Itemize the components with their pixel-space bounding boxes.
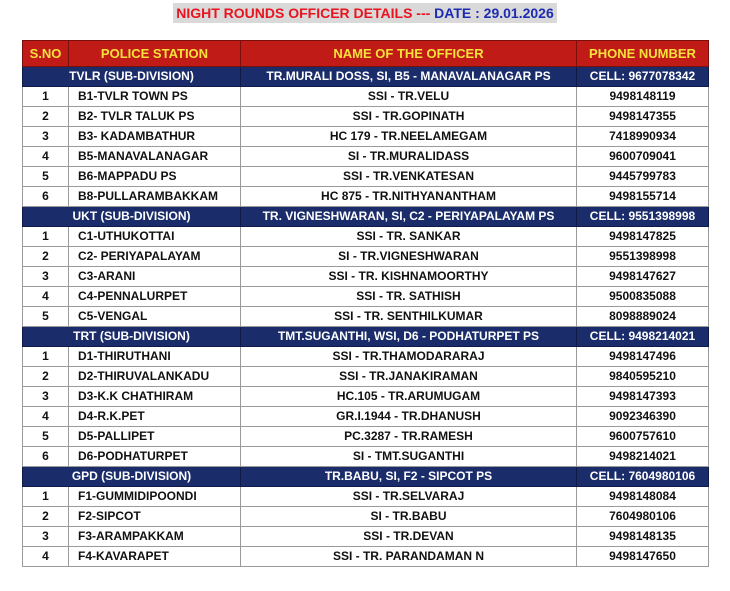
police-station: C5-VENGAL xyxy=(69,307,241,327)
serial-number: 4 xyxy=(23,407,69,427)
police-station: B2- TVLR TALUK PS xyxy=(69,107,241,127)
division-name: GPD (SUB-DIVISION) xyxy=(23,467,241,487)
division-cell: CELL: 9677078342 xyxy=(577,67,709,87)
serial-number: 6 xyxy=(23,187,69,207)
officer-name: SSI - TR. SENTHILKUMAR xyxy=(241,307,577,327)
table-row xyxy=(23,187,709,207)
header-phone-number: PHONE NUMBER xyxy=(577,41,709,67)
table-row xyxy=(23,287,709,307)
serial-number: 5 xyxy=(23,307,69,327)
police-station: C2- PERIYAPALAYAM xyxy=(69,247,241,267)
phone-number: 9840595210 xyxy=(577,367,709,387)
phone-number: 9498147393 xyxy=(577,387,709,407)
police-station: F3-ARAMPAKKAM xyxy=(69,527,241,547)
police-station: D4-R.K.PET xyxy=(69,407,241,427)
title-date: DATE : 29.01.2026 xyxy=(434,5,554,21)
officer-name: SSI - TR.VENKATESAN xyxy=(241,167,577,187)
police-station: C3-ARANI xyxy=(69,267,241,287)
serial-number: 1 xyxy=(23,227,69,247)
serial-number: 1 xyxy=(23,347,69,367)
phone-number: 9551398998 xyxy=(577,247,709,267)
table-row xyxy=(23,387,709,407)
officer-name: SSI - TR.GOPINATH xyxy=(241,107,577,127)
police-station: B8-PULLARAMBAKKAM xyxy=(69,187,241,207)
division-row xyxy=(23,327,709,347)
table-row xyxy=(23,347,709,367)
officer-name: SI - TMT.SUGANTHI xyxy=(241,447,577,467)
officer-name: SSI - TR.JANAKIRAMAN xyxy=(241,367,577,387)
table-row xyxy=(23,267,709,287)
police-station: F2-SIPCOT xyxy=(69,507,241,527)
table-row xyxy=(23,427,709,447)
officer-name: SSI - TR.DEVAN xyxy=(241,527,577,547)
phone-number: 9600757610 xyxy=(577,427,709,447)
officer-name: SI - TR.BABU xyxy=(241,507,577,527)
phone-number: 9498147355 xyxy=(577,107,709,127)
serial-number: 6 xyxy=(23,447,69,467)
table-row xyxy=(23,167,709,187)
officer-name: SI - TR.MURALIDASS xyxy=(241,147,577,167)
officer-name: GR.I.1944 - TR.DHANUSH xyxy=(241,407,577,427)
division-row xyxy=(23,467,709,487)
serial-number: 2 xyxy=(23,107,69,127)
table-row xyxy=(23,107,709,127)
division-officer: TMT.SUGANTHI, WSI, D6 - PODHATURPET PS xyxy=(241,327,577,347)
division-cell: CELL: 7604980106 xyxy=(577,467,709,487)
police-station: D5-PALLIPET xyxy=(69,427,241,447)
serial-number: 5 xyxy=(23,427,69,447)
table-row xyxy=(23,507,709,527)
division-officer: TR.BABU, SI, F2 - SIPCOT PS xyxy=(241,467,577,487)
night-rounds-table xyxy=(22,40,709,567)
police-station: B5-MANAVALANAGAR xyxy=(69,147,241,167)
serial-number: 3 xyxy=(23,387,69,407)
police-station: C4-PENNALURPET xyxy=(69,287,241,307)
officer-name: SSI - TR. PARANDAMAN N xyxy=(241,547,577,567)
table-body xyxy=(23,67,709,567)
serial-number: 2 xyxy=(23,507,69,527)
phone-number: 8098889024 xyxy=(577,307,709,327)
table-row xyxy=(23,147,709,167)
division-officer: TR.MURALI DOSS, SI, B5 - MANAVALANAGAR PS xyxy=(241,67,577,87)
division-officer: TR. VIGNESHWARAN, SI, C2 - PERIYAPALAYAM PS xyxy=(241,207,577,227)
police-station: F4-KAVARAPET xyxy=(69,547,241,567)
header-officer-name: NAME OF THE OFFICER xyxy=(241,41,577,67)
officer-name: SSI - TR.THAMODARARAJ xyxy=(241,347,577,367)
division-cell: CELL: 9498214021 xyxy=(577,327,709,347)
officer-name: SSI - TR. SATHISH xyxy=(241,287,577,307)
phone-number: 9498214021 xyxy=(577,447,709,467)
phone-number: 9498147627 xyxy=(577,267,709,287)
header-police-station: POLICE STATION xyxy=(69,41,241,67)
phone-number: 7604980106 xyxy=(577,507,709,527)
title-main: NIGHT ROUNDS OFFICER DETAILS --- xyxy=(176,5,431,21)
officer-name: SSI - TR. SANKAR xyxy=(241,227,577,247)
table-row xyxy=(23,407,709,427)
serial-number: 4 xyxy=(23,287,69,307)
division-name: TVLR (SUB-DIVISION) xyxy=(23,67,241,87)
police-station: D3-K.K CHATHIRAM xyxy=(69,387,241,407)
officer-name: HC.105 - TR.ARUMUGAM xyxy=(241,387,577,407)
police-station: B1-TVLR TOWN PS xyxy=(69,87,241,107)
table-row xyxy=(23,527,709,547)
serial-number: 3 xyxy=(23,267,69,287)
table-row xyxy=(23,367,709,387)
serial-number: 2 xyxy=(23,247,69,267)
table-row xyxy=(23,487,709,507)
serial-number: 4 xyxy=(23,147,69,167)
header-sno: S.NO xyxy=(23,41,69,67)
officer-name: SI - TR.VIGNESHWARAN xyxy=(241,247,577,267)
phone-number: 9498155714 xyxy=(577,187,709,207)
serial-number: 5 xyxy=(23,167,69,187)
table-row xyxy=(23,247,709,267)
police-station: F1-GUMMIDIPOONDI xyxy=(69,487,241,507)
phone-number: 9498148135 xyxy=(577,527,709,547)
police-station: D6-PODHATURPET xyxy=(69,447,241,467)
phone-number: 9092346390 xyxy=(577,407,709,427)
officer-name: SSI - TR. KISHNAMOORTHY xyxy=(241,267,577,287)
phone-number: 7418990934 xyxy=(577,127,709,147)
division-cell: CELL: 9551398998 xyxy=(577,207,709,227)
officer-name: SSI - TR.SELVARAJ xyxy=(241,487,577,507)
serial-number: 4 xyxy=(23,547,69,567)
division-row xyxy=(23,207,709,227)
document-title-wrap xyxy=(0,3,730,23)
officer-name: HC 875 - TR.NITHYANANTHAM xyxy=(241,187,577,207)
table-row xyxy=(23,447,709,467)
division-row xyxy=(23,67,709,87)
phone-number: 9498148119 xyxy=(577,87,709,107)
officer-name: SSI - TR.VELU xyxy=(241,87,577,107)
serial-number: 2 xyxy=(23,367,69,387)
phone-number: 9600709041 xyxy=(577,147,709,167)
division-name: UKT (SUB-DIVISION) xyxy=(23,207,241,227)
table-row xyxy=(23,307,709,327)
table-header-row xyxy=(23,41,709,67)
table-row xyxy=(23,87,709,107)
phone-number: 9498147496 xyxy=(577,347,709,367)
document-title xyxy=(173,3,557,23)
officer-name: PC.3287 - TR.RAMESH xyxy=(241,427,577,447)
table-row xyxy=(23,127,709,147)
table-row xyxy=(23,547,709,567)
phone-number: 9445799783 xyxy=(577,167,709,187)
police-station: D1-THIRUTHANI xyxy=(69,347,241,367)
police-station: B6-MAPPADU PS xyxy=(69,167,241,187)
phone-number: 9498148084 xyxy=(577,487,709,507)
table-row xyxy=(23,227,709,247)
phone-number: 9500835088 xyxy=(577,287,709,307)
police-station: D2-THIRUVALANKADU xyxy=(69,367,241,387)
officer-name: HC 179 - TR.NEELAMEGAM xyxy=(241,127,577,147)
serial-number: 1 xyxy=(23,487,69,507)
division-name: TRT (SUB-DIVISION) xyxy=(23,327,241,347)
phone-number: 9498147825 xyxy=(577,227,709,247)
police-station: C1-UTHUKOTTAI xyxy=(69,227,241,247)
serial-number: 3 xyxy=(23,527,69,547)
police-station: B3- KADAMBATHUR xyxy=(69,127,241,147)
phone-number: 9498147650 xyxy=(577,547,709,567)
serial-number: 3 xyxy=(23,127,69,147)
serial-number: 1 xyxy=(23,87,69,107)
